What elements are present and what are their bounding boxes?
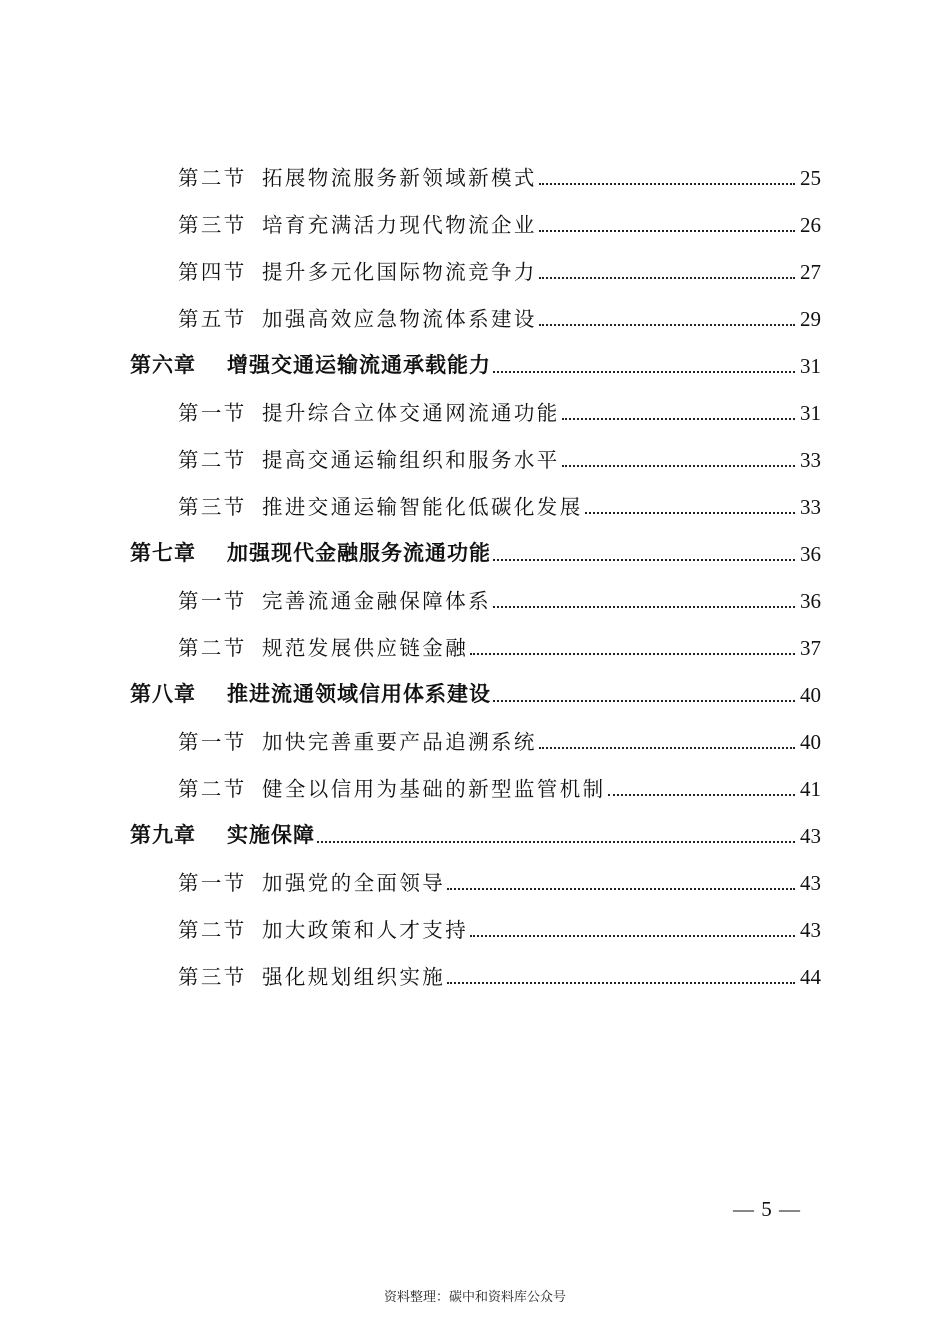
toc-entry-title: 加强党的全面领导: [262, 871, 446, 895]
toc-entry-page: 44: [800, 965, 821, 989]
toc-dot-leader: [470, 653, 795, 655]
toc-entry-title: 增强交通运输流通承载能力: [227, 353, 491, 377]
toc-entry-number: 第二节: [178, 636, 247, 660]
toc-dot-leader: [470, 935, 795, 937]
toc-entry-number: 第一节: [178, 589, 247, 613]
toc-dot-leader: [539, 324, 795, 326]
toc-entry-page: 31: [800, 401, 821, 425]
toc-entry-number: 第八章: [130, 682, 196, 706]
toc-entry-title: 加强现代金融服务流通功能: [227, 541, 491, 565]
toc-dot-leader: [585, 512, 795, 514]
toc-entry-page: 33: [800, 448, 821, 472]
toc-entry-page: 31: [800, 354, 821, 378]
toc-entry-title: 推进流通领域信用体系建设: [227, 682, 491, 706]
toc-entry-page: 25: [800, 166, 821, 190]
toc-entry-number: 第一节: [178, 401, 247, 425]
toc-chapter-entry: [130, 345, 821, 379]
page-number: — 5 —: [733, 1197, 801, 1221]
toc-entry-page: 36: [800, 542, 821, 566]
toc-dot-leader: [539, 230, 795, 232]
toc-entry-title: 提升多元化国际物流竞争力: [262, 260, 537, 284]
toc-section-entry: [178, 721, 821, 755]
toc-dot-leader: [493, 559, 795, 561]
toc-dot-leader: [447, 982, 795, 984]
toc-dot-leader: [317, 841, 795, 843]
toc-section-entry: [178, 204, 821, 238]
toc-entry-number: 第三节: [178, 495, 247, 519]
toc-entry-title: 提高交通运输组织和服务水平: [262, 448, 560, 472]
toc-dot-leader: [493, 606, 795, 608]
toc-chapter-entry: [130, 815, 821, 849]
toc-entry-page: 37: [800, 636, 821, 660]
toc-entry-number: 第七章: [130, 541, 196, 565]
toc-entry-number: 第二节: [178, 777, 247, 801]
toc-entry-page: 29: [800, 307, 821, 331]
toc-entry-title: 强化规划组织实施: [262, 965, 446, 989]
toc-section-entry: [178, 298, 821, 332]
toc-entry-number: 第二节: [178, 918, 247, 942]
toc-entry-page: 27: [800, 260, 821, 284]
toc-dot-leader: [539, 747, 795, 749]
toc-entry-title: 推进交通运输智能化低碳化发展: [262, 495, 583, 519]
toc-dot-leader: [562, 418, 795, 420]
toc-section-entry: [178, 768, 821, 802]
toc-entry-page: 36: [800, 589, 821, 613]
toc-section-entry: [178, 251, 821, 285]
footer-note: 资料整理：碳中和资料库公众号: [383, 1290, 566, 1305]
toc-entry-title: 实施保障: [227, 823, 315, 847]
toc-entry-title: 完善流通金融保障体系: [262, 589, 491, 613]
toc-entry-number: 第五节: [178, 307, 247, 331]
toc-section-entry: [178, 909, 821, 943]
toc-entry-page: 40: [800, 730, 821, 754]
toc-entry-title: 提升综合立体交通网流通功能: [262, 401, 560, 425]
toc-entry-page: 41: [800, 777, 821, 801]
toc-section-entry: [178, 956, 821, 990]
toc-section-entry: [178, 486, 821, 520]
toc-section-entry: [178, 627, 821, 661]
toc-dot-leader: [562, 465, 795, 467]
toc-entry-page: 43: [800, 918, 821, 942]
toc-entry-number: 第六章: [130, 353, 196, 377]
toc-dot-leader: [447, 888, 795, 890]
toc-dot-leader: [493, 371, 795, 373]
toc-entry-number: 第九章: [130, 823, 196, 847]
toc-entry-title: 培育充满活力现代物流企业: [262, 213, 537, 237]
toc-entry-number: 第一节: [178, 871, 247, 895]
toc-chapter-entry: [130, 674, 821, 708]
toc-dot-leader: [493, 700, 795, 702]
toc-entry-page: 43: [800, 824, 821, 848]
toc-section-entry: [178, 862, 821, 896]
toc-entry-title: 拓展物流服务新领域新模式: [262, 166, 537, 190]
toc-section-entry: [178, 157, 821, 191]
toc-chapter-entry: [130, 533, 821, 567]
toc-entry-page: 40: [800, 683, 821, 707]
toc-section-entry: [178, 392, 821, 426]
toc-entry-title: 加大政策和人才支持: [262, 918, 469, 942]
toc-entry-title: 加快完善重要产品追溯系统: [262, 730, 537, 754]
toc-dot-leader: [539, 183, 795, 185]
toc-entry-number: 第一节: [178, 730, 247, 754]
toc-section-entry: [178, 580, 821, 614]
toc-dot-leader: [539, 277, 795, 279]
toc-entry-number: 第三节: [178, 213, 247, 237]
toc-dot-leader: [608, 794, 796, 796]
toc-entry-page: 43: [800, 871, 821, 895]
toc-entry-title: 健全以信用为基础的新型监管机制: [262, 777, 606, 801]
toc-entry-number: 第二节: [178, 166, 247, 190]
toc-entry-number: 第四节: [178, 260, 247, 284]
toc-entry-page: 26: [800, 213, 821, 237]
toc-entry-title: 规范发展供应链金融: [262, 636, 469, 660]
toc-entry-number: 第二节: [178, 448, 247, 472]
toc-entry-title: 加强高效应急物流体系建设: [262, 307, 537, 331]
toc-entry-number: 第三节: [178, 965, 247, 989]
toc-entry-page: 33: [800, 495, 821, 519]
toc-section-entry: [178, 439, 821, 473]
